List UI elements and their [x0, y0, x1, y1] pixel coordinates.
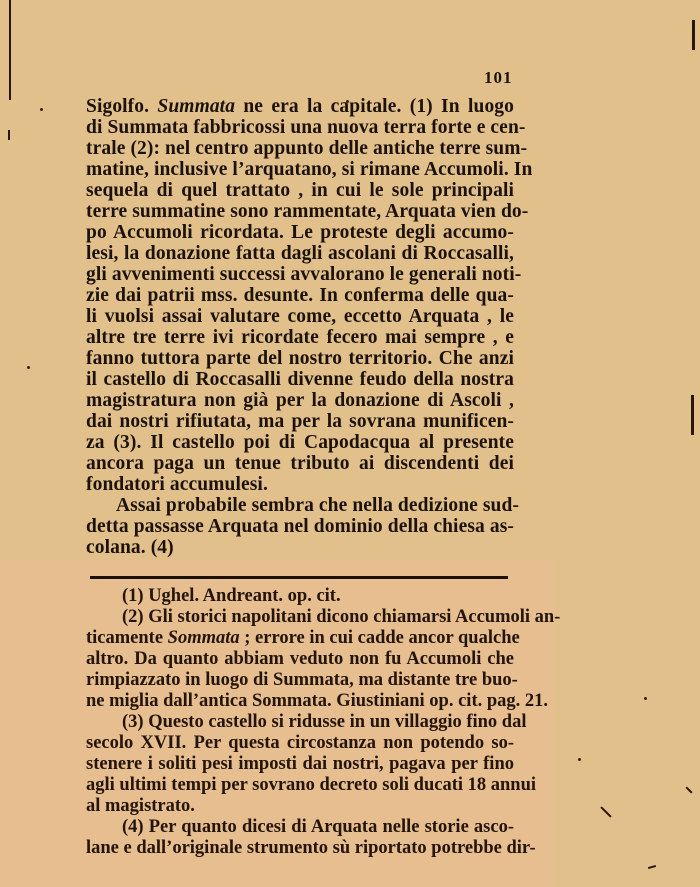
scan-artifact-slash — [685, 786, 692, 793]
text-span: lesi, la donazione fatta dagli ascolani di Roccasalli, — [86, 243, 514, 264]
text-span: Assai probabile sembra che nella dedizione sud- — [116, 495, 520, 516]
footnote-line — [86, 649, 514, 670]
text-line — [86, 432, 514, 453]
text-span: il castello di Roccasalli divenne feudo della nostra — [86, 369, 514, 390]
text-span: magistratura non già per la donazione di Ascoli , — [86, 390, 514, 411]
text-span: fanno tuttora parte del nostro territorio. Che anzi — [86, 348, 514, 369]
text-span: colana. (4) — [86, 537, 174, 558]
text-span: di Summata fabbricossi una nuova terra forte e cen- — [86, 117, 526, 138]
footnote-line — [86, 775, 537, 796]
footnote-line — [86, 733, 514, 754]
footnote-line — [86, 754, 514, 775]
text-line — [86, 537, 514, 558]
scan-artifact-dash — [648, 865, 656, 869]
text-line — [86, 138, 528, 159]
text-line — [86, 201, 529, 222]
text-span: za (3). Il castello poi di Capodacqua al presente — [86, 432, 514, 453]
text-span: po Accumoli ricordata. Le proteste degli accumo- — [86, 222, 514, 243]
text-span: (3) Questo castello si ridusse in un villaggio fino dal — [122, 712, 527, 732]
footnote-separator-rule — [90, 576, 508, 579]
text-span: zie dai patrii mss. desunte. In conferma delle qua- — [86, 285, 514, 306]
text-span: li vuolsi assai valutare come, eccetto Arquata , le — [86, 306, 514, 327]
text-line — [86, 264, 522, 285]
text-span: matine, inclusive l’arquatano, si rimane Accumoli. In — [86, 159, 533, 180]
footnote-line — [86, 817, 514, 838]
text-span: ticamente — [86, 628, 168, 648]
text-line — [86, 390, 514, 411]
page-number: 101 — [484, 68, 513, 87]
text-line — [86, 96, 514, 117]
text-span: terre summatine sono rammentate, Arquata vien do- — [86, 201, 529, 222]
footnote-line — [86, 628, 520, 649]
footnote-line — [86, 586, 514, 607]
text-span: trale (2): nel centro appunto delle antiche terre sum- — [86, 138, 528, 159]
scan-speck — [40, 108, 43, 111]
scan-artifact-right-edge-lower — [691, 395, 694, 435]
text-line — [86, 159, 533, 180]
text-line — [86, 306, 514, 327]
footnote-line — [86, 796, 514, 817]
footnote-line — [86, 670, 518, 691]
text-span: rimpiazzato in luogo di Summata, ma distante tre buo- — [86, 670, 518, 690]
footnote-line — [86, 712, 527, 733]
text-line — [86, 453, 514, 474]
footnote-line — [86, 838, 536, 859]
text-span: ne miglia dall’antica Sommata. Giustiniani op. cit. pag. 21. — [86, 691, 549, 711]
scan-artifact-left-edge — [9, 0, 11, 100]
text-span: ; errore in cui cadde ancor qualche — [239, 628, 520, 648]
text-line — [86, 243, 514, 264]
text-span: altre tre terre ivi ricordate fecero mai sempre , e — [86, 327, 514, 348]
text-span: (4) Per quanto dicesi di Arquata nelle storie asco- — [122, 817, 514, 837]
footnote-line — [86, 607, 561, 628]
text-line — [86, 474, 514, 495]
text-span: stenere i soliti pesi imposti dai nostri, pagava per fino — [86, 754, 514, 774]
scan-speck — [644, 697, 647, 700]
scan-speck — [578, 758, 581, 761]
text-line — [86, 411, 514, 432]
text-span: (2) Gli storici napolitani dicono chiamarsi Accumoli an- — [122, 607, 561, 627]
scan-artifact-slash — [600, 806, 611, 817]
text-span: fondatori accumulesi. — [86, 474, 268, 495]
scan-artifact-right-edge — [692, 20, 695, 50]
text-line — [86, 117, 526, 138]
text-line — [86, 285, 514, 306]
text-span: sequela di quel trattato , in cui le sole principali — [86, 180, 514, 201]
text-span: lane e dall’originale strumento sù riportato potrebbe dir- — [86, 838, 536, 858]
text-span: Sigolfo. — [86, 96, 158, 117]
text-span: dai nostri rifiutata, ma per la sovrana munificen- — [86, 411, 514, 432]
text-span: detta passasse Arquata nel dominio della chiesa as- — [86, 516, 514, 537]
italic-text-span: Sommata — [167, 628, 240, 648]
text-span: altro. Da quanto abbiam veduto non fu Accumoli che — [86, 649, 514, 669]
main-text — [86, 96, 533, 558]
text-span: ancora paga un tenue tributo ai discendenti dei — [86, 453, 514, 474]
text-span: secolo XVII. Per questa circostanza non potendo so- — [86, 733, 514, 753]
text-line — [86, 516, 514, 537]
text-span: gli avvenimenti successi avvalorano le generali noti- — [86, 264, 522, 285]
scan-speck — [27, 366, 30, 369]
italic-text-span: Summata — [157, 96, 236, 117]
text-line — [86, 327, 514, 348]
footnote-line — [86, 691, 549, 712]
text-line — [86, 495, 520, 516]
text-line — [86, 369, 514, 390]
text-span: ne era la capitale. (1) In luogo — [235, 96, 514, 117]
text-line — [86, 222, 514, 243]
footnotes — [86, 586, 561, 859]
scan-artifact-left-edge-tick — [8, 130, 10, 140]
text-span: (1) Ughel. Andreant. op. cit. — [122, 586, 341, 606]
text-span: al magistrato. — [86, 796, 195, 816]
text-line — [86, 180, 514, 201]
text-span: agli ultimi tempi per sovrano decreto soli ducati 18 annui — [86, 775, 537, 795]
text-line — [86, 348, 514, 369]
